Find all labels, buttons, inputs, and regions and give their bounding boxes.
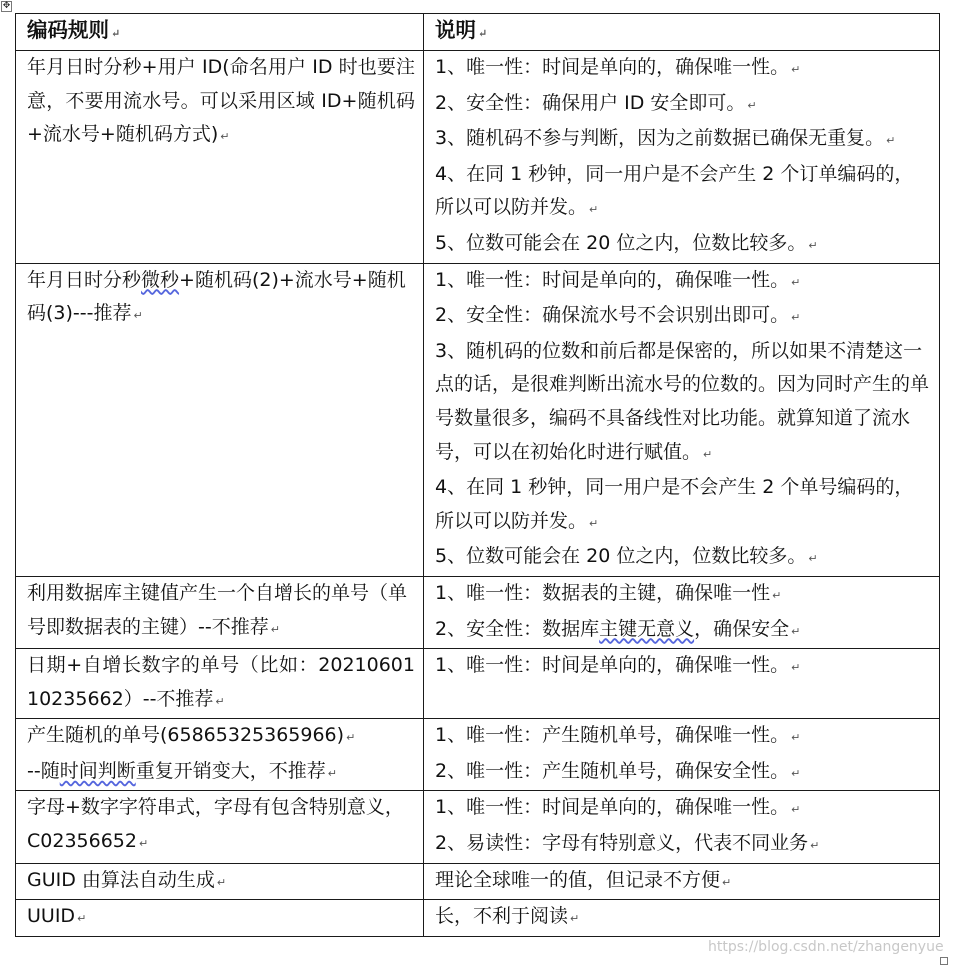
paragraph-mark-icon: ↵: [215, 694, 225, 708]
paragraph-mark-icon: ↵: [346, 731, 356, 745]
rule-cell: 字母+数字字符串式，字母有包含特别意义，C02356652 ↵: [16, 791, 424, 863]
description-cell: 1、唯一性：产生随机单号，确保唯一性。 ↵ 2、唯一性：产生随机单号，确保安全性。 ↵: [424, 719, 940, 791]
paragraph-mark-icon: ↵: [808, 238, 818, 252]
paragraph-mark-icon: ↵: [589, 203, 599, 217]
paragraph-mark-icon: ↵: [703, 447, 713, 461]
watermark: https://blog.csdn.net/zhangenyue: [708, 939, 944, 955]
description-cell: 1、唯一性：时间是单向的，确保唯一性。 ↵ 2、易读性：字母有特别意义，代表不同业务 ↵: [424, 791, 940, 863]
paragraph-mark-icon: ↵: [722, 875, 732, 889]
paragraph-mark-icon: ↵: [791, 766, 801, 780]
table-row: [16, 263, 940, 576]
table-move-handle[interactable]: ✥: [2, 1, 11, 11]
description-cell: 1、唯一性：数据表的主键，确保唯一性 ↵ 2、安全性：数据库主键无意义，确保安全 ↵: [424, 576, 940, 648]
header-cell-description: 说明 ↵: [424, 14, 940, 51]
table-resize-handle[interactable]: [940, 957, 948, 965]
paragraph-mark-icon: ↵: [791, 275, 801, 289]
rule-cell: GUID 由算法自动生成 ↵: [16, 863, 424, 900]
rule-cell: 年月日时分秒微秒+随机码(2)+流水号+随机码(3)---推荐 ↵: [16, 263, 424, 576]
rule-cell: 产生随机的单号(65865325365966) ↵ --随时间判断重复开销变大，不推荐 ↵: [16, 719, 424, 791]
rule-cell: UUID ↵: [16, 900, 424, 937]
paragraph-mark-icon: ↵: [772, 588, 782, 602]
paragraph-mark-icon: ↵: [886, 134, 896, 148]
table-row: [16, 900, 940, 937]
spellcheck-underline: 微秒: [141, 268, 180, 291]
paragraph-mark-icon: ↵: [791, 311, 801, 325]
paragraph-mark-icon: ↵: [791, 63, 801, 76]
description-cell: 长，不利于阅读 ↵: [424, 900, 940, 937]
paragraph-mark-icon: ↵: [810, 839, 820, 853]
table-row: [16, 649, 940, 719]
spellcheck-underline: 时间判断: [59, 759, 136, 782]
paragraph-mark-icon: ↵: [327, 766, 337, 780]
table-row: [16, 51, 940, 264]
rule-cell: 利用数据库主键值产生一个自增长的单号（单号即数据表的主键）--不推荐 ↵: [16, 576, 424, 648]
paragraph-mark-icon: ↵: [791, 731, 801, 745]
paragraph-mark-icon: ↵: [791, 661, 801, 675]
encoding-rules-table: [15, 13, 940, 937]
table-row: [16, 576, 940, 648]
paragraph-mark-icon: ↵: [216, 875, 227, 889]
header-cell-rule: 编码规则 ↵: [16, 14, 424, 51]
description-cell: 1、唯一性：时间是单向的，确保唯一性。 ↵ 2、安全性：确保用户 ID 安全即可。 ↵ 3、随机码不参与判断，因为之前数据已确保无重复。 ↵ 4、在同 1 秒钟，同一用户是不会产生 2 个订单编码的，所以可以防并发。 ↵ 5、位数可能会在 20 位之内，位数比较多。 ↵: [424, 51, 940, 264]
paragraph-mark-icon: ↵: [808, 552, 818, 566]
paragraph-mark-icon: ↵: [589, 516, 599, 530]
rule-cell: 日期+自增长数字的单号（比如：2021060110235662）--不推荐 ↵: [16, 649, 424, 719]
table-row: [16, 719, 940, 791]
paragraph-mark-icon: ↵: [747, 98, 757, 112]
paragraph-mark-icon: ↵: [220, 130, 230, 144]
paragraph-mark-icon: ↵: [111, 27, 121, 40]
paragraph-mark-icon: ↵: [133, 309, 143, 323]
spellcheck-underline: 主键无意义: [599, 617, 695, 640]
table-row: [16, 791, 940, 863]
paragraph-mark-icon: ↵: [478, 27, 488, 40]
description-cell: 1、唯一性：时间是单向的，确保唯一性。 ↵ 2、安全性：确保流水号不会识别出即可。 ↵ 3、随机码的位数和前后都是保密的，所以如果不清楚这一点的话，是很难判断出流水号的位数的。因为同时产生的单号数量很多，编码不具备线性对比功能。就算知道了流水号，可以在初始化时进行赋值。 ↵ 4、在同 1 秒钟，同一用户是不会产生 2 个单号编码的，所以可以防并发。 ↵ 5、位数可能会在 20 位之内，位数比较多。 ↵: [424, 263, 940, 576]
description-cell: 理论全球唯一的值，但记录不方便 ↵: [424, 863, 940, 900]
table-header-row: [16, 14, 940, 51]
paragraph-mark-icon: ↵: [791, 803, 801, 817]
description-cell: 1、唯一性：时间是单向的，确保唯一性。 ↵: [424, 649, 940, 719]
paragraph-mark-icon: ↵: [570, 912, 580, 926]
paragraph-mark-icon: ↵: [791, 624, 801, 638]
table-row: [16, 863, 940, 900]
paragraph-mark-icon: ↵: [138, 837, 149, 851]
rule-cell: 年月日时分秒+用户 ID(命名用户 ID 时也要注意，不要用流水号。可以采用区域 ID+随机码+流水号+随机码方式) ↵: [16, 51, 424, 264]
paragraph-mark-icon: ↵: [270, 622, 280, 636]
paragraph-mark-icon: ↵: [77, 912, 87, 926]
